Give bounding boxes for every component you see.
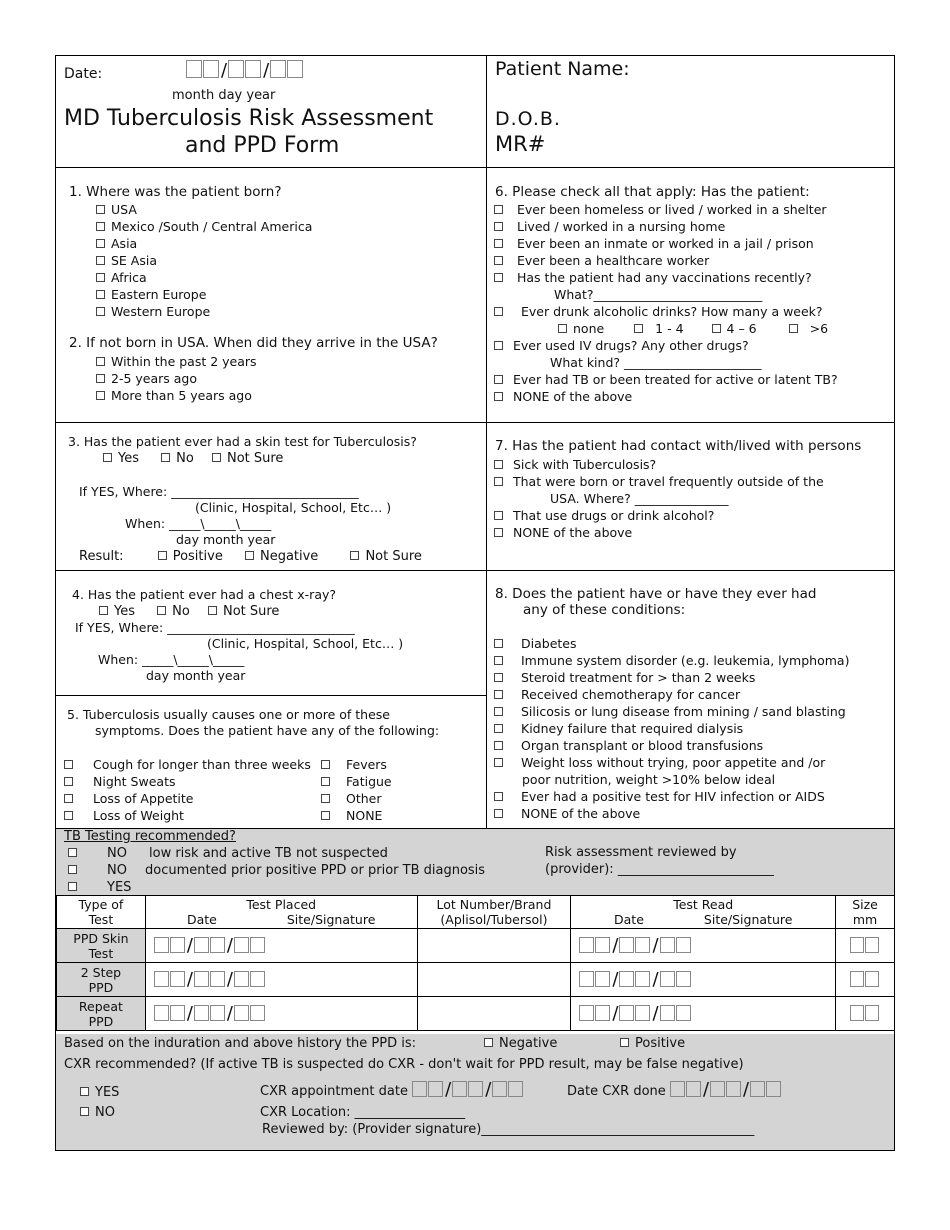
ppd-positive[interactable]: Positive xyxy=(620,1036,685,1051)
lot-field[interactable] xyxy=(417,963,571,997)
th-lot: Lot Number/Brand (Aplisol/Tubersol) xyxy=(417,896,571,929)
q5-option[interactable]: Other xyxy=(321,790,392,807)
form-subtitle: and PPD Form xyxy=(185,133,340,158)
q3-no[interactable]: No xyxy=(161,451,194,466)
q7-usa-line[interactable]: USA. Where? _______________ xyxy=(550,491,729,506)
th-type: Type of Test xyxy=(57,896,146,929)
q1-option[interactable]: Western Europe xyxy=(96,303,312,320)
q3-when-sub: day month year xyxy=(176,532,276,547)
q3-not-sure[interactable]: Not Sure xyxy=(212,451,283,466)
cxr-recommended-label: CXR recommended? (If active TB is suspected do CXR - don't wait for PPD result, may be false negative) xyxy=(64,1057,744,1072)
q8-option[interactable]: NONE of the above xyxy=(494,805,849,822)
mr-label: MR# xyxy=(495,132,546,156)
q1-question: 1. Where was the patient born? xyxy=(69,184,282,200)
q3-when-line[interactable]: When: _____\_____\_____ xyxy=(125,516,272,531)
q4-not-sure[interactable]: Not Sure xyxy=(208,604,279,619)
read-date-field[interactable]: / / xyxy=(571,963,836,997)
q6-option[interactable]: Has the patient had any vaccinations recently? xyxy=(494,269,838,286)
q3-result-negative[interactable]: Negative xyxy=(245,549,318,564)
th-read: Test Read Date Site/Signature xyxy=(571,896,836,929)
size-field[interactable] xyxy=(836,963,895,997)
q5-option[interactable]: Loss of Appetite xyxy=(64,790,311,807)
q8-question: 8. Does the patient have or have they ever had xyxy=(495,586,817,602)
q8-option[interactable]: Immune system disorder (e.g. leukemia, lymphoma) xyxy=(494,652,849,669)
q4-where-sub: (Clinic, Hospital, School, Etc… ) xyxy=(207,636,404,651)
size-field[interactable] xyxy=(836,997,895,1031)
q8-option[interactable]: Diabetes xyxy=(494,635,849,652)
q6-option[interactable]: Lived / worked in a nursing home xyxy=(494,218,838,235)
th-placed: Test Placed Date Site/Signature xyxy=(145,896,417,929)
placed-date-field[interactable]: / / xyxy=(145,997,417,1031)
q2-option[interactable]: 2-5 years ago xyxy=(96,370,257,387)
risk-reviewed-label: Risk assessment reviewed by xyxy=(545,845,737,860)
q5-left-options xyxy=(64,756,311,824)
q8-option[interactable]: Weight loss without trying, poor appetite and /or xyxy=(494,754,849,771)
q3-where-sub: (Clinic, Hospital, School, Etc… ) xyxy=(195,500,392,515)
q6-drink-none[interactable]: none xyxy=(558,321,604,336)
q6-options xyxy=(494,201,838,405)
q1-option[interactable]: Africa xyxy=(96,269,312,286)
reviewed-by-signature[interactable]: Reviewed by: (Provider signature)__________________________________________ xyxy=(262,1122,755,1137)
read-date-field[interactable]: / / xyxy=(571,997,836,1031)
q7-question: 7. Has the patient had contact with/lived with persons xyxy=(495,438,862,454)
q3-result-not-sure[interactable]: Not Sure xyxy=(350,549,421,564)
q4-when-sub: day month year xyxy=(146,668,246,683)
q6-option[interactable]: Ever drunk alcoholic drinks? How many a week? xyxy=(494,303,838,320)
q4-where-line[interactable]: If YES, Where: ______________________________ xyxy=(75,620,355,635)
q4-when-line[interactable]: When: _____\_____\_____ xyxy=(98,652,245,667)
q6-what-line[interactable]: What?___________________________ xyxy=(554,287,763,302)
q7-option[interactable]: That were born or travel frequently outside of the xyxy=(494,473,824,490)
q5-right-options xyxy=(321,756,392,824)
q8-option[interactable]: Kidney failure that required dialysis xyxy=(494,720,849,737)
q6-option[interactable]: Ever been an inmate or worked in a jail / prison xyxy=(494,235,838,252)
q7-option[interactable]: That use drugs or drink alcohol? xyxy=(494,507,824,524)
cxr-yes[interactable]: YES xyxy=(80,1085,119,1100)
q1-option[interactable]: Eastern Europe xyxy=(96,286,312,303)
lot-field[interactable] xyxy=(417,997,571,1031)
q8-option[interactable]: Ever had a positive test for HIV infection or AIDS xyxy=(494,788,849,805)
q6-drink-1-4[interactable]: 1 - 4 xyxy=(634,321,683,336)
q6-option[interactable]: NONE of the above xyxy=(494,388,838,405)
q7-option[interactable]: Sick with Tuberculosis? xyxy=(494,456,824,473)
q6-drink-counts xyxy=(494,320,838,337)
q8-option[interactable]: Received chemotherapy for cancer xyxy=(494,686,849,703)
q1-option[interactable]: USA xyxy=(96,201,312,218)
q4-yes[interactable]: Yes xyxy=(99,604,135,619)
q3-result-positive[interactable]: Positive xyxy=(158,549,223,564)
q2-option[interactable]: Within the past 2 years xyxy=(96,353,257,370)
induration-label: Based on the induration and above history the PPD is: xyxy=(64,1036,417,1051)
q6-option[interactable]: Ever used IV drugs? Any other drugs? xyxy=(494,337,838,354)
cxr-appt-date[interactable]: CXR appointment date / / xyxy=(260,1079,524,1100)
th-size: Size mm xyxy=(836,896,895,929)
q6-question: 6. Please check all that apply: Has the patient: xyxy=(495,184,810,200)
q8-question-cont: any of these conditions: xyxy=(523,602,686,618)
q6-drink-6[interactable]: >6 xyxy=(789,321,828,336)
q8-weight-cont: poor nutrition, weight >10% below ideal xyxy=(522,772,776,787)
q7-options xyxy=(494,456,824,541)
q6-kind-line[interactable]: What kind? ______________________ xyxy=(550,355,762,370)
q3-yes[interactable]: Yes xyxy=(103,451,139,466)
q1-options xyxy=(96,201,312,320)
q1-option[interactable]: Asia xyxy=(96,235,312,252)
size-field[interactable] xyxy=(836,929,895,963)
q5-option[interactable]: NONE xyxy=(321,807,392,824)
q8-option[interactable]: Steroid treatment for > than 2 weeks xyxy=(494,669,849,686)
date-sub-label: month day year xyxy=(172,88,276,103)
tb-testing-title: TB Testing recommended? xyxy=(64,829,236,844)
cxr-done-date[interactable]: Date CXR done / / xyxy=(567,1079,782,1100)
q5-question: 5. Tuberculosis usually causes one or more of these xyxy=(67,707,390,722)
date-field[interactable]: / / xyxy=(186,60,304,81)
q1-option[interactable]: SE Asia xyxy=(96,252,312,269)
tb-testing-yes[interactable]: YES xyxy=(68,879,485,896)
ppd-table xyxy=(56,895,895,1031)
read-date-field[interactable]: / / xyxy=(571,929,836,963)
table-row: Repeat PPD / / / / xyxy=(57,997,895,1031)
cxr-no[interactable]: NO xyxy=(80,1105,115,1120)
q6-drink-4-6[interactable]: 4 – 6 xyxy=(712,321,757,336)
q2-options xyxy=(96,353,257,404)
q3-result: Result: Positive Negative Not Sure xyxy=(79,549,422,564)
q5-option[interactable]: Fevers xyxy=(321,756,392,773)
form-title: MD Tuberculosis Risk Assessment xyxy=(64,106,434,131)
q5-option[interactable]: Cough for longer than three weeks xyxy=(64,756,311,773)
date-label: Date: xyxy=(64,66,103,82)
q3-where-line[interactable]: If YES, Where: ______________________________ xyxy=(79,484,359,499)
tb-testing-no-prior[interactable]: NO documented prior positive PPD or prior TB diagnosis xyxy=(68,862,485,879)
q5-question-cont: symptoms. Does the patient have any of the following: xyxy=(95,723,440,738)
cxr-location[interactable]: CXR Location: _________________ xyxy=(260,1105,466,1120)
q2-option[interactable]: More than 5 years ago xyxy=(96,387,257,404)
q1-option[interactable]: Mexico /South / Central America xyxy=(96,218,312,235)
q5-option[interactable]: Night Sweats xyxy=(64,773,311,790)
q2-question: 2. If not born in USA. When did they arrive in the USA? xyxy=(69,335,438,351)
tb-testing-no-low-risk[interactable]: NO low risk and active TB not suspected xyxy=(68,845,485,862)
dob-label: D.O.B. xyxy=(495,108,561,130)
placed-date-field[interactable]: / / xyxy=(145,963,417,997)
q3-options xyxy=(103,451,283,466)
table-row: 2 Step PPD / / / / xyxy=(57,963,895,997)
q3-question: 3. Has the patient ever had a skin test for Tuberculosis? xyxy=(68,434,417,449)
q5-option[interactable]: Fatigue xyxy=(321,773,392,790)
q6-option[interactable]: Ever had TB or been treated for active or latent TB? xyxy=(494,371,838,388)
q6-option[interactable]: Ever been homeless or lived / worked in a shelter xyxy=(494,201,838,218)
risk-reviewed-provider[interactable]: (provider): ________________________ xyxy=(545,862,774,877)
q4-options xyxy=(99,604,279,619)
q8-option[interactable]: Organ transplant or blood transfusions xyxy=(494,737,849,754)
q6-option[interactable]: Ever been a healthcare worker xyxy=(494,252,838,269)
q4-no[interactable]: No xyxy=(157,604,190,619)
lot-field[interactable] xyxy=(417,929,571,963)
table-row: PPD Skin Test / / / / xyxy=(57,929,895,963)
ppd-negative[interactable]: Negative xyxy=(484,1036,557,1051)
patient-name-label: Patient Name: xyxy=(495,58,630,80)
q4-question: 4. Has the patient ever had a chest x-ray? xyxy=(72,587,337,602)
placed-date-field[interactable]: / / xyxy=(145,929,417,963)
q7-option[interactable]: NONE of the above xyxy=(494,524,824,541)
tb-testing-rows xyxy=(68,845,485,896)
q8-options xyxy=(494,635,849,822)
q5-option[interactable]: Loss of Weight xyxy=(64,807,311,824)
q8-option[interactable]: Silicosis or lung disease from mining / sand blasting xyxy=(494,703,849,720)
